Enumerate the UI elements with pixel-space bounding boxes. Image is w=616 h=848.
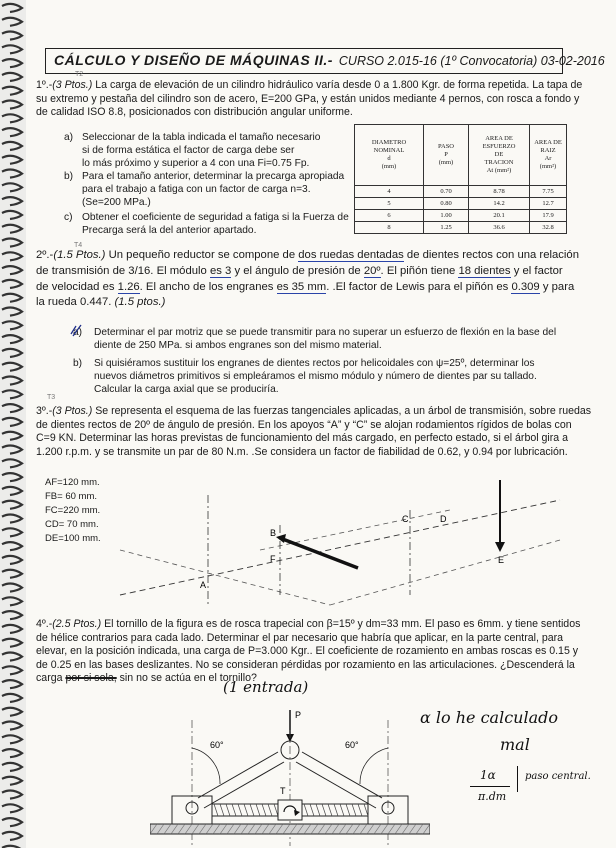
text-run: Un pequeño reductor se compone de	[108, 249, 299, 261]
thread-mark	[244, 804, 248, 816]
thread-mark	[346, 804, 350, 816]
thread-mark	[214, 804, 218, 816]
projection-line	[330, 540, 560, 605]
item-line: Obtener el coeficiente de seguridad a fatiga si la Fuerza de	[82, 212, 349, 223]
problem2-item-b-label: b)	[73, 358, 83, 369]
thread-mark	[304, 804, 308, 816]
pencil-note-p3: T3	[47, 394, 56, 401]
table-row	[355, 186, 567, 198]
header-line: ESFUERZO	[482, 143, 516, 150]
problem2-item-b	[94, 357, 604, 397]
left-arm-top	[198, 752, 278, 798]
shaft-force-diagram	[100, 470, 570, 610]
pen-checkmark	[68, 322, 88, 340]
item-line: diente de 250 MPa. si ambos engranes son del mismo material.	[94, 340, 382, 352]
text-run: y el ángulo de presión de	[231, 264, 364, 277]
header-line: At (mm²)	[486, 167, 512, 174]
thread-mark	[358, 804, 362, 816]
thread-mark	[334, 804, 338, 816]
item-line: (Se=200 MPa.)	[82, 197, 151, 209]
table-cell: 6	[355, 210, 424, 222]
separator-stroke	[517, 766, 518, 792]
thread-mark	[268, 804, 272, 816]
header-line: Ar	[544, 155, 552, 162]
course-session: CURSO 2.015-16 (1º Convocatoria) 03-02-2016	[338, 54, 605, 68]
table-row	[355, 210, 567, 222]
right-arm-top	[302, 752, 382, 798]
item-line: Para el tamaño anterior, determinar la precarga apropiada	[82, 171, 345, 182]
underlined-text: 1.26	[117, 280, 140, 293]
thread-mark	[262, 804, 266, 816]
header-line: PASO	[437, 143, 455, 150]
statement-line: de 0.25 en las bases deslizantes. No se consideran pérdidas por rozamiento en las articulaciones. ¿Descenderá la	[36, 658, 575, 671]
header-line: d	[387, 155, 391, 162]
text-run: de transmisión de 3/16. El módulo	[36, 264, 210, 277]
projection-line	[120, 550, 330, 605]
sliding-base	[150, 824, 430, 834]
left-angle-arc	[192, 748, 220, 784]
header-line: AREA DE	[485, 135, 513, 142]
problem1-item-c-label: c)	[64, 212, 73, 223]
problem4-statement	[36, 618, 611, 686]
item-line: Precarga será la del anterior apartado.	[82, 225, 257, 237]
text-run: . El ancho de los engranes	[139, 280, 277, 293]
table-cell: 14.2	[469, 198, 530, 210]
item-line: Determinar el par motriz que se puede transmitir para no superar un esfuerzo de flexión en la base del	[94, 327, 557, 338]
table-row	[355, 198, 567, 210]
right-arm-bottom	[296, 762, 376, 808]
problem2-item-a-label: a)	[73, 327, 83, 338]
header-line: (mm²)	[539, 163, 557, 170]
table-cell: 4	[355, 186, 424, 198]
text-run: sin no se actúa en el tornillo?	[116, 672, 257, 685]
text-run: Se representa el esquema de las fuerzas tangenciales aplicadas, a un árbol de transmisión, sobre ruedas	[95, 405, 592, 417]
text-run: El tornillo de la figura es de rosca trapecial con β=15º y dm=33 mm. El paso es 6mm. y tiene sentidos	[104, 618, 581, 630]
table-cell: 0.70	[424, 186, 469, 198]
torque-label: T	[280, 786, 286, 796]
table-cell: 17.9	[530, 210, 567, 222]
pencil-note-p1: T2	[75, 71, 84, 78]
problem2-points: (1.5 Ptos.)	[53, 249, 106, 261]
header-line: (mm)	[381, 163, 397, 170]
problem3-number: 3º.-	[36, 405, 53, 417]
statement-line: de dientes rectos de 20º de ángulo de presión. En los apoyos “A” y “C” se alojan rodamientos rígidos de bolas con	[36, 418, 572, 431]
point-A-label: A	[200, 580, 207, 590]
header-line: P	[444, 151, 448, 158]
problem3-points: (3 Ptos.)	[52, 405, 93, 417]
text-run: de dientes rectos con una relación	[403, 249, 579, 261]
dimension-line: FC=220 mm.	[45, 505, 101, 516]
force-B-arrowhead	[276, 534, 286, 543]
table-header-row	[355, 125, 567, 186]
problem1-intro	[36, 79, 606, 120]
thread-mark	[322, 804, 326, 816]
table-cell: 8.78	[469, 186, 530, 198]
problem1-item-b	[82, 170, 352, 210]
item-line: si de forma estática el factor de carga debe ser	[82, 145, 295, 157]
dimension-line: CD= 70 mm.	[45, 519, 99, 530]
text-run: y para	[539, 280, 575, 293]
left-angle-label: 60°	[210, 740, 224, 750]
table-cell: 7.75	[530, 186, 567, 198]
dimension-line: DE=100 mm.	[45, 533, 101, 544]
table-cell: 36.6	[469, 222, 530, 234]
thread-mark	[250, 804, 254, 816]
text-run: . El piñón tiene	[380, 264, 459, 277]
underlined-text: dos ruedas dentadas	[298, 249, 404, 261]
table-header	[424, 125, 469, 186]
point-D-label: D	[440, 514, 447, 524]
load-label: P	[295, 710, 302, 720]
right-angle-label: 60°	[345, 740, 359, 750]
thread-mark	[226, 804, 230, 816]
table-cell: 20.1	[469, 210, 530, 222]
statement-line: elevar, en la posición indicada, una carga de P=3.000 Kgr.. El coeficiente de rozamiento en ambas roscas es 0.15 y	[36, 645, 579, 658]
margin-fraction-num: 1α	[480, 768, 496, 782]
text-run: y el factor	[510, 264, 563, 277]
spiral-binding	[0, 0, 26, 848]
point-E-label: E	[498, 555, 505, 565]
bolt-size-table	[354, 124, 567, 234]
exam-header	[45, 48, 605, 74]
thread-mark	[256, 804, 260, 816]
item-line: Seleccionar de la tabla indicada el tamaño necesario	[82, 132, 321, 143]
underlined-text: 20º	[363, 264, 381, 277]
item-line: para el trabajo a fatiga con un factor de carga n=3.	[82, 184, 311, 196]
margin-note-3: paso central.	[525, 771, 591, 782]
statement-line: de hélice contrarios para cada lado. Determinar el par necesario que habría que aplicar, en la parte central, para	[36, 631, 564, 644]
shaft-dimensions	[45, 476, 101, 546]
underlined-text: 0.309	[511, 280, 540, 293]
margin-note-line2: mal	[500, 735, 530, 754]
point-B-label: B	[270, 528, 277, 538]
statement-line: C=9 KN. Determinar las horas previstas de funcionamiento del más cargado, en perfecto estado, si el árbol gira a	[36, 432, 569, 445]
header-line: RAIZ	[540, 147, 556, 154]
problem4-points: (2.5 Ptos.)	[52, 618, 102, 630]
header-line: DIAMETRO	[371, 139, 407, 146]
problem1-points: (3 Ptos.)	[52, 79, 93, 91]
table-cell: 8	[355, 222, 424, 234]
thread-mark	[238, 804, 242, 816]
problem2-number: 2º.-	[36, 249, 54, 261]
header-line: (mm)	[438, 159, 454, 166]
right-angle-arc	[360, 748, 388, 784]
item-line: Si quisiéramos sustituir los engranes de dientes rectos por helicoidales con ψ=25º, determinar los	[94, 358, 535, 369]
table-cell: 0.80	[424, 198, 469, 210]
table-header	[469, 125, 530, 186]
dimension-line: AF=120 mm.	[45, 477, 100, 488]
table-cell: 1.00	[424, 210, 469, 222]
course-title: CÁLCULO Y DISEÑO DE MÁQUINAS II.-	[54, 52, 333, 68]
text-run: de velocidad es	[36, 280, 118, 293]
left-arm-bottom	[204, 762, 284, 808]
thread-mark	[340, 804, 344, 816]
problem1-intro-line: de calidad ISO 8.8, posicionados con distribución angular uniforme.	[36, 106, 353, 119]
thread-mark	[328, 804, 332, 816]
problem4-number: 4º.-	[36, 618, 53, 630]
table-row	[355, 222, 567, 234]
table-cell: 5	[355, 198, 424, 210]
problem2-item-a	[94, 326, 604, 352]
pencil-note-p2: T4	[74, 242, 83, 249]
force-E-arrowhead	[495, 542, 505, 552]
problem1-item-a	[82, 131, 352, 171]
problem2-subpoints: (1.5 ptos.)	[114, 296, 166, 309]
struck-text: por si sola,	[65, 672, 117, 685]
underlined-text: 18 dientes	[458, 264, 511, 277]
point-C-label: C	[402, 514, 409, 524]
problem2-statement	[36, 248, 611, 311]
problem1-intro-line: La carga de elevación de un cilindro hidráulico varía desde 0 a 1.800 Kgr. de forma repetida. La tapa de	[95, 79, 583, 91]
underlined-text: es 35 mm	[276, 280, 327, 293]
statement-line: 1.200 r.p.m. y se transmite un par de 80 N.m. .Se considera un factor de fiabilidad de 0.62, y 0.94 por lubricación.	[36, 445, 568, 458]
table-cell: 1.25	[424, 222, 469, 234]
header-line: DE	[494, 151, 504, 158]
table-header	[355, 125, 424, 186]
margin-fraction-den: π.dm	[478, 790, 507, 803]
fraction-bar	[470, 786, 510, 787]
problem1-item-a-label: a)	[64, 132, 74, 143]
margin-note-line1: α lo he calculado	[420, 708, 558, 727]
item-line: nuevos diámetros primitivos si empleáramos el mismo módulo y número de dientes par su tallado.	[94, 371, 537, 383]
problem3-statement	[36, 405, 611, 459]
screw-jack-diagram	[150, 700, 430, 848]
text-run: la rueda 0.447.	[36, 296, 115, 309]
item-line: Calcular la carga axial que se produciría.	[94, 384, 279, 396]
problem1-intro-line: su extremo y pestaña del cilindro son de acero, E=200 GPa, y están unidos mediante 4 pernos, con rosca a fondo y	[36, 92, 580, 105]
underlined-text: es 3	[209, 264, 232, 277]
problem1-item-c	[82, 211, 352, 237]
header-line: NOMINAL	[373, 147, 405, 154]
shaft-axis	[120, 500, 560, 595]
thread-mark	[364, 804, 368, 816]
header-line: AREA DE	[534, 139, 562, 146]
dimension-line: FB= 60 mm.	[45, 491, 97, 502]
text-run: . .El factor de Lewis para el piñón es	[326, 280, 512, 293]
force-B-vector	[280, 538, 358, 568]
problem1-number: 1º.-	[36, 79, 53, 91]
header-line: TRACION	[484, 159, 514, 166]
table-header	[530, 125, 567, 186]
central-drive	[278, 800, 302, 820]
text-run: carga	[36, 672, 66, 685]
problem1-item-b-label: b)	[64, 171, 74, 182]
thread-mark	[352, 804, 356, 816]
handwritten-entrada: (1 entrada)	[223, 678, 309, 696]
item-line: lo más próximo y superior a 4 con una Fi=0.75 Fp.	[82, 158, 310, 170]
thread-mark	[220, 804, 224, 816]
point-F-label: F	[270, 554, 276, 564]
table-cell: 12.7	[530, 198, 567, 210]
thread-mark	[274, 804, 278, 816]
thread-mark	[232, 804, 236, 816]
thread-mark	[316, 804, 320, 816]
thread-mark	[310, 804, 314, 816]
table-cell: 32.8	[530, 222, 567, 234]
